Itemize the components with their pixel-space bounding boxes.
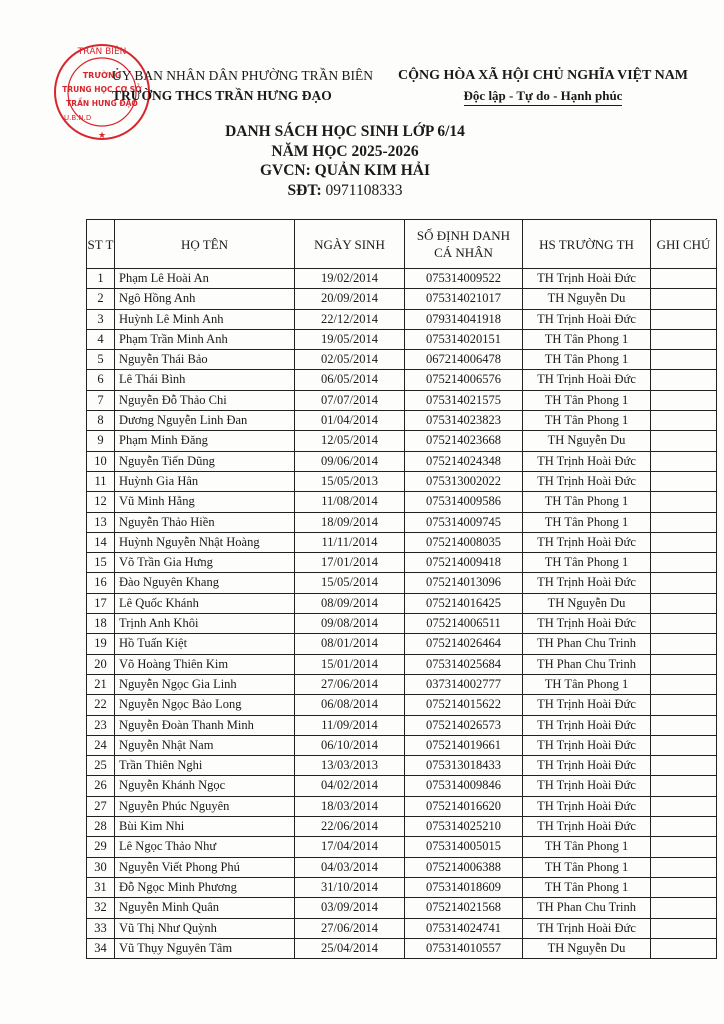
cell-school: TH Tân Phong 1 xyxy=(523,390,651,410)
col-header-id-line1: SỐ ĐỊNH DANH xyxy=(416,228,511,243)
table-row xyxy=(87,938,717,958)
cell-dob: 13/03/2013 xyxy=(295,756,405,776)
cell-name: Lê Thái Bình xyxy=(115,370,295,390)
cell-stt: 19 xyxy=(87,634,115,654)
cell-note xyxy=(651,431,717,451)
cell-note xyxy=(651,918,717,938)
cell-dob: 04/03/2014 xyxy=(295,857,405,877)
cell-school: TH Tân Phong 1 xyxy=(523,857,651,877)
cell-stt: 10 xyxy=(87,451,115,471)
col-header-id xyxy=(405,220,523,269)
cell-dob: 02/05/2014 xyxy=(295,350,405,370)
cell-id: 079314041918 xyxy=(405,309,523,329)
cell-school: TH Trịnh Hoài Đức xyxy=(523,573,651,593)
table-row xyxy=(87,350,717,370)
cell-id: 075314021575 xyxy=(405,390,523,410)
cell-id: 075214021568 xyxy=(405,898,523,918)
cell-dob: 22/12/2014 xyxy=(295,309,405,329)
cell-stt: 20 xyxy=(87,654,115,674)
phone-label: SĐT: xyxy=(287,181,322,199)
cell-school: TH Trịnh Hoài Đức xyxy=(523,756,651,776)
cell-stt: 21 xyxy=(87,674,115,694)
cell-stt: 27 xyxy=(87,796,115,816)
table-row xyxy=(87,593,717,613)
cell-school: TH Trịnh Hoài Đức xyxy=(523,735,651,755)
cell-name: Võ Trần Gia Hưng xyxy=(115,553,295,573)
cell-school: TH Trịnh Hoài Đức xyxy=(523,715,651,735)
cell-note xyxy=(651,370,717,390)
cell-name: Nguyễn Thái Bảo xyxy=(115,350,295,370)
table-row xyxy=(87,756,717,776)
cell-name: Nguyễn Thảo Hiền xyxy=(115,512,295,532)
table-row xyxy=(87,898,717,918)
cell-id: 075214008035 xyxy=(405,532,523,552)
cell-dob: 31/10/2014 xyxy=(295,877,405,897)
issuer-authority: ỦY BAN NHÂN DÂN PHƯỜNG TRẦN BIÊN xyxy=(112,68,373,83)
cell-name: Trịnh Anh Khôi xyxy=(115,614,295,634)
cell-stt: 3 xyxy=(87,309,115,329)
cell-note xyxy=(651,532,717,552)
col-header-id-line2: CÁ NHÂN xyxy=(434,245,493,260)
cell-school: TH Nguyễn Du xyxy=(523,593,651,613)
cell-school: TH Trịnh Hoài Đức xyxy=(523,309,651,329)
cell-school: TH Trịnh Hoài Đức xyxy=(523,918,651,938)
cell-name: Ngô Hồng Anh xyxy=(115,289,295,309)
cell-name: Dương Nguyễn Linh Đan xyxy=(115,411,295,431)
cell-note xyxy=(651,451,717,471)
svg-text:★: ★ xyxy=(97,130,107,140)
cell-name: Hồ Tuấn Kiệt xyxy=(115,634,295,654)
cell-name: Huỳnh Nguyễn Nhật Hoàng xyxy=(115,532,295,552)
cell-id: 075214024348 xyxy=(405,451,523,471)
cell-school: TH Trịnh Hoài Đức xyxy=(523,776,651,796)
cell-stt: 23 xyxy=(87,715,115,735)
table-row xyxy=(87,877,717,897)
cell-dob: 03/09/2014 xyxy=(295,898,405,918)
cell-id: 075314025684 xyxy=(405,654,523,674)
cell-school: TH Tân Phong 1 xyxy=(523,674,651,694)
table-row xyxy=(87,309,717,329)
svg-text:TRUNG HỌC CƠ SỞ: TRUNG HỌC CƠ SỞ xyxy=(62,85,142,94)
cell-id: 075214015622 xyxy=(405,695,523,715)
col-header-name: HỌ TÊN xyxy=(115,220,295,269)
cell-id: 075214016620 xyxy=(405,796,523,816)
cell-school: TH Nguyễn Du xyxy=(523,431,651,451)
cell-stt: 17 xyxy=(87,593,115,613)
cell-note xyxy=(651,857,717,877)
cell-stt: 15 xyxy=(87,553,115,573)
cell-name: Vũ Thụy Nguyên Tâm xyxy=(115,938,295,958)
cell-name: Nguyễn Ngọc Gia Linh xyxy=(115,674,295,694)
cell-id: 075214016425 xyxy=(405,593,523,613)
phone-number: 0971108333 xyxy=(325,181,403,199)
cell-id: 075314009586 xyxy=(405,492,523,512)
cell-dob: 07/07/2014 xyxy=(295,390,405,410)
cell-id: 075214026464 xyxy=(405,634,523,654)
cell-school: TH Nguyễn Du xyxy=(523,289,651,309)
table-row xyxy=(87,634,717,654)
cell-stt: 4 xyxy=(87,329,115,349)
cell-school: TH Nguyễn Du xyxy=(523,938,651,958)
cell-school: TH Tân Phong 1 xyxy=(523,512,651,532)
cell-note xyxy=(651,877,717,897)
cell-dob: 15/01/2014 xyxy=(295,654,405,674)
table-row xyxy=(87,411,717,431)
cell-id: 075313018433 xyxy=(405,756,523,776)
table-row xyxy=(87,674,717,694)
cell-note xyxy=(651,512,717,532)
cell-note xyxy=(651,553,717,573)
cell-dob: 15/05/2014 xyxy=(295,573,405,593)
cell-dob: 06/10/2014 xyxy=(295,735,405,755)
cell-note xyxy=(651,898,717,918)
cell-stt: 9 xyxy=(87,431,115,451)
cell-name: Nguyễn Tiến Dũng xyxy=(115,451,295,471)
cell-note xyxy=(651,329,717,349)
cell-note xyxy=(651,776,717,796)
cell-dob: 17/04/2014 xyxy=(295,837,405,857)
table-row xyxy=(87,817,717,837)
cell-id: 075314009745 xyxy=(405,512,523,532)
cell-stt: 5 xyxy=(87,350,115,370)
cell-school: TH Phan Chu Trinh xyxy=(523,654,651,674)
cell-school: TH Trịnh Hoài Đức xyxy=(523,695,651,715)
cell-dob: 08/01/2014 xyxy=(295,634,405,654)
cell-school: TH Tân Phong 1 xyxy=(523,877,651,897)
title-class: DANH SÁCH HỌC SINH LỚP 6/14 xyxy=(225,123,465,140)
cell-dob: 11/09/2014 xyxy=(295,715,405,735)
cell-stt: 25 xyxy=(87,756,115,776)
table-row xyxy=(87,837,717,857)
svg-text:TRƯỜNG: TRƯỜNG xyxy=(82,71,122,80)
cell-id: 037314002777 xyxy=(405,674,523,694)
col-header-note: GHI CHÚ xyxy=(651,220,717,269)
cell-stt: 14 xyxy=(87,532,115,552)
cell-id: 075214013096 xyxy=(405,573,523,593)
cell-note xyxy=(651,796,717,816)
cell-note xyxy=(651,390,717,410)
cell-school: TH Tân Phong 1 xyxy=(523,553,651,573)
cell-name: Phạm Trần Minh Anh xyxy=(115,329,295,349)
cell-dob: 18/09/2014 xyxy=(295,512,405,532)
cell-note xyxy=(651,674,717,694)
cell-id: 075314024741 xyxy=(405,918,523,938)
col-header-dob: NGÀY SINH xyxy=(295,220,405,269)
cell-note xyxy=(651,695,717,715)
cell-name: Nguyễn Minh Quân xyxy=(115,898,295,918)
cell-note xyxy=(651,350,717,370)
cell-stt: 8 xyxy=(87,411,115,431)
cell-id: 075214006388 xyxy=(405,857,523,877)
cell-name: Nguyễn Phúc Nguyên xyxy=(115,796,295,816)
cell-note xyxy=(651,593,717,613)
cell-id: 075314023823 xyxy=(405,411,523,431)
cell-id: 075314025210 xyxy=(405,817,523,837)
cell-dob: 11/11/2014 xyxy=(295,532,405,552)
cell-note xyxy=(651,735,717,755)
cell-name: Nguyễn Đoàn Thanh Minh xyxy=(115,715,295,735)
cell-note xyxy=(651,573,717,593)
cell-stt: 30 xyxy=(87,857,115,877)
title-phone xyxy=(150,181,540,201)
table-row xyxy=(87,492,717,512)
cell-name: Đào Nguyên Khang xyxy=(115,573,295,593)
cell-stt: 1 xyxy=(87,269,115,289)
cell-name: Đỗ Ngọc Minh Phương xyxy=(115,877,295,897)
cell-id: 075214009418 xyxy=(405,553,523,573)
cell-note xyxy=(651,756,717,776)
table-row xyxy=(87,471,717,491)
cell-note xyxy=(651,634,717,654)
cell-stt: 13 xyxy=(87,512,115,532)
issuer-school: TRƯỜNG THCS TRẦN HƯNG ĐẠO xyxy=(112,88,332,103)
cell-stt: 28 xyxy=(87,817,115,837)
cell-name: Bùi Kim Nhi xyxy=(115,817,295,837)
table-row xyxy=(87,715,717,735)
cell-dob: 06/08/2014 xyxy=(295,695,405,715)
cell-note xyxy=(651,289,717,309)
cell-school: TH Tân Phong 1 xyxy=(523,492,651,512)
cell-stt: 31 xyxy=(87,877,115,897)
cell-id: 075314009846 xyxy=(405,776,523,796)
cell-dob: 09/06/2014 xyxy=(295,451,405,471)
table-row xyxy=(87,573,717,593)
table-row xyxy=(87,329,717,349)
table-row xyxy=(87,857,717,877)
cell-dob: 06/05/2014 xyxy=(295,370,405,390)
cell-id: 075214019661 xyxy=(405,735,523,755)
cell-dob: 17/01/2014 xyxy=(295,553,405,573)
country-name: CỘNG HÒA XÃ HỘI CHỦ NGHĨA VIỆT NAM xyxy=(398,68,689,83)
table-row xyxy=(87,796,717,816)
cell-school: TH Trịnh Hoài Đức xyxy=(523,471,651,491)
national-motto xyxy=(398,66,688,106)
cell-note xyxy=(651,654,717,674)
cell-dob: 01/04/2014 xyxy=(295,411,405,431)
cell-stt: 33 xyxy=(87,918,115,938)
cell-stt: 16 xyxy=(87,573,115,593)
cell-dob: 22/06/2014 xyxy=(295,817,405,837)
cell-name: Võ Hoàng Thiên Kim xyxy=(115,654,295,674)
cell-school: TH Trịnh Hoài Đức xyxy=(523,451,651,471)
cell-note xyxy=(651,938,717,958)
table-row xyxy=(87,614,717,634)
cell-note xyxy=(651,309,717,329)
table-row xyxy=(87,431,717,451)
cell-name: Vũ Minh Hằng xyxy=(115,492,295,512)
cell-dob: 08/09/2014 xyxy=(295,593,405,613)
cell-note xyxy=(651,715,717,735)
cell-id: 075214023668 xyxy=(405,431,523,451)
cell-school: TH Phan Chu Trinh xyxy=(523,898,651,918)
col-header-school: HS TRƯỜNG TH xyxy=(523,220,651,269)
cell-dob: 27/06/2014 xyxy=(295,674,405,694)
cell-name: Vũ Thị Như Quỳnh xyxy=(115,918,295,938)
cell-name: Nguyễn Đỗ Thảo Chi xyxy=(115,390,295,410)
cell-id: 075314005015 xyxy=(405,837,523,857)
cell-note xyxy=(651,411,717,431)
cell-dob: 20/09/2014 xyxy=(295,289,405,309)
table-row xyxy=(87,532,717,552)
cell-stt: 12 xyxy=(87,492,115,512)
cell-school: TH Trịnh Hoài Đức xyxy=(523,269,651,289)
cell-name: Lê Quốc Khánh xyxy=(115,593,295,613)
document-title xyxy=(150,122,540,200)
title-teacher: GVCN: QUẢN KIM HẢI xyxy=(259,162,431,179)
table-row xyxy=(87,289,717,309)
table-row xyxy=(87,735,717,755)
cell-school: TH Tân Phong 1 xyxy=(523,329,651,349)
cell-id: 075214006511 xyxy=(405,614,523,634)
cell-school: TH Trịnh Hoài Đức xyxy=(523,370,651,390)
issuer-block xyxy=(112,66,373,106)
table-row xyxy=(87,918,717,938)
cell-id: 075314010557 xyxy=(405,938,523,958)
cell-dob: 27/06/2014 xyxy=(295,918,405,938)
title-year: NĂM HỌC 2025-2026 xyxy=(271,142,419,160)
cell-name: Nguyễn Khánh Ngọc xyxy=(115,776,295,796)
cell-school: TH Tân Phong 1 xyxy=(523,350,651,370)
cell-name: Lê Ngọc Thảo Như xyxy=(115,837,295,857)
cell-dob: 18/03/2014 xyxy=(295,796,405,816)
table-row xyxy=(87,695,717,715)
cell-name: Huỳnh Lê Minh Anh xyxy=(115,309,295,329)
cell-stt: 6 xyxy=(87,370,115,390)
cell-stt: 26 xyxy=(87,776,115,796)
table-row xyxy=(87,553,717,573)
student-table xyxy=(86,219,717,959)
cell-name: Nguyễn Ngọc Bảo Long xyxy=(115,695,295,715)
cell-note xyxy=(651,492,717,512)
cell-name: Phạm Lê Hoài An xyxy=(115,269,295,289)
table-row xyxy=(87,451,717,471)
cell-id: 075314021017 xyxy=(405,289,523,309)
cell-school: TH Trịnh Hoài Đức xyxy=(523,614,651,634)
cell-note xyxy=(651,471,717,491)
cell-id: 067214006478 xyxy=(405,350,523,370)
table-row xyxy=(87,512,717,532)
table-row xyxy=(87,390,717,410)
cell-stt: 34 xyxy=(87,938,115,958)
cell-id: 075214026573 xyxy=(405,715,523,735)
cell-dob: 12/05/2014 xyxy=(295,431,405,451)
cell-stt: 2 xyxy=(87,289,115,309)
cell-name: Nguyễn Nhật Nam xyxy=(115,735,295,755)
cell-stt: 24 xyxy=(87,735,115,755)
cell-stt: 32 xyxy=(87,898,115,918)
motto: Độc lập - Tự do - Hạnh phúc xyxy=(464,87,623,106)
cell-note xyxy=(651,837,717,857)
svg-text:TRẦN BIÊN: TRẦN BIÊN xyxy=(77,47,127,57)
cell-name: Huỳnh Gia Hân xyxy=(115,471,295,491)
cell-id: 075214006576 xyxy=(405,370,523,390)
cell-stt: 7 xyxy=(87,390,115,410)
cell-stt: 29 xyxy=(87,837,115,857)
cell-dob: 19/02/2014 xyxy=(295,269,405,289)
cell-dob: 11/08/2014 xyxy=(295,492,405,512)
cell-note xyxy=(651,817,717,837)
cell-id: 075314009522 xyxy=(405,269,523,289)
svg-text:TRẦN HƯNG ĐẠO: TRẦN HƯNG ĐẠO xyxy=(66,99,138,108)
cell-id: 075313002022 xyxy=(405,471,523,491)
cell-dob: 04/02/2014 xyxy=(295,776,405,796)
table-header-row xyxy=(87,220,717,269)
svg-text:U.B.N.D: U.B.N.D xyxy=(64,114,92,122)
cell-school: TH Tân Phong 1 xyxy=(523,411,651,431)
cell-name: Trần Thiên Nghi xyxy=(115,756,295,776)
cell-school: TH Phan Chu Trinh xyxy=(523,634,651,654)
table-row xyxy=(87,370,717,390)
cell-school: TH Trịnh Hoài Đức xyxy=(523,796,651,816)
cell-note xyxy=(651,614,717,634)
table-row xyxy=(87,776,717,796)
cell-note xyxy=(651,269,717,289)
cell-name: Phạm Minh Đăng xyxy=(115,431,295,451)
table-row xyxy=(87,269,717,289)
cell-stt: 18 xyxy=(87,614,115,634)
col-header-stt: ST T xyxy=(87,220,115,269)
cell-dob: 19/05/2014 xyxy=(295,329,405,349)
cell-id: 075314020151 xyxy=(405,329,523,349)
table-row xyxy=(87,654,717,674)
cell-stt: 22 xyxy=(87,695,115,715)
cell-school: TH Trịnh Hoài Đức xyxy=(523,532,651,552)
cell-name: Nguyễn Viết Phong Phú xyxy=(115,857,295,877)
cell-id: 075314018609 xyxy=(405,877,523,897)
cell-stt: 11 xyxy=(87,471,115,491)
cell-dob: 25/04/2014 xyxy=(295,938,405,958)
cell-school: TH Tân Phong 1 xyxy=(523,837,651,857)
cell-dob: 15/05/2013 xyxy=(295,471,405,491)
cell-school: TH Trịnh Hoài Đức xyxy=(523,817,651,837)
cell-dob: 09/08/2014 xyxy=(295,614,405,634)
